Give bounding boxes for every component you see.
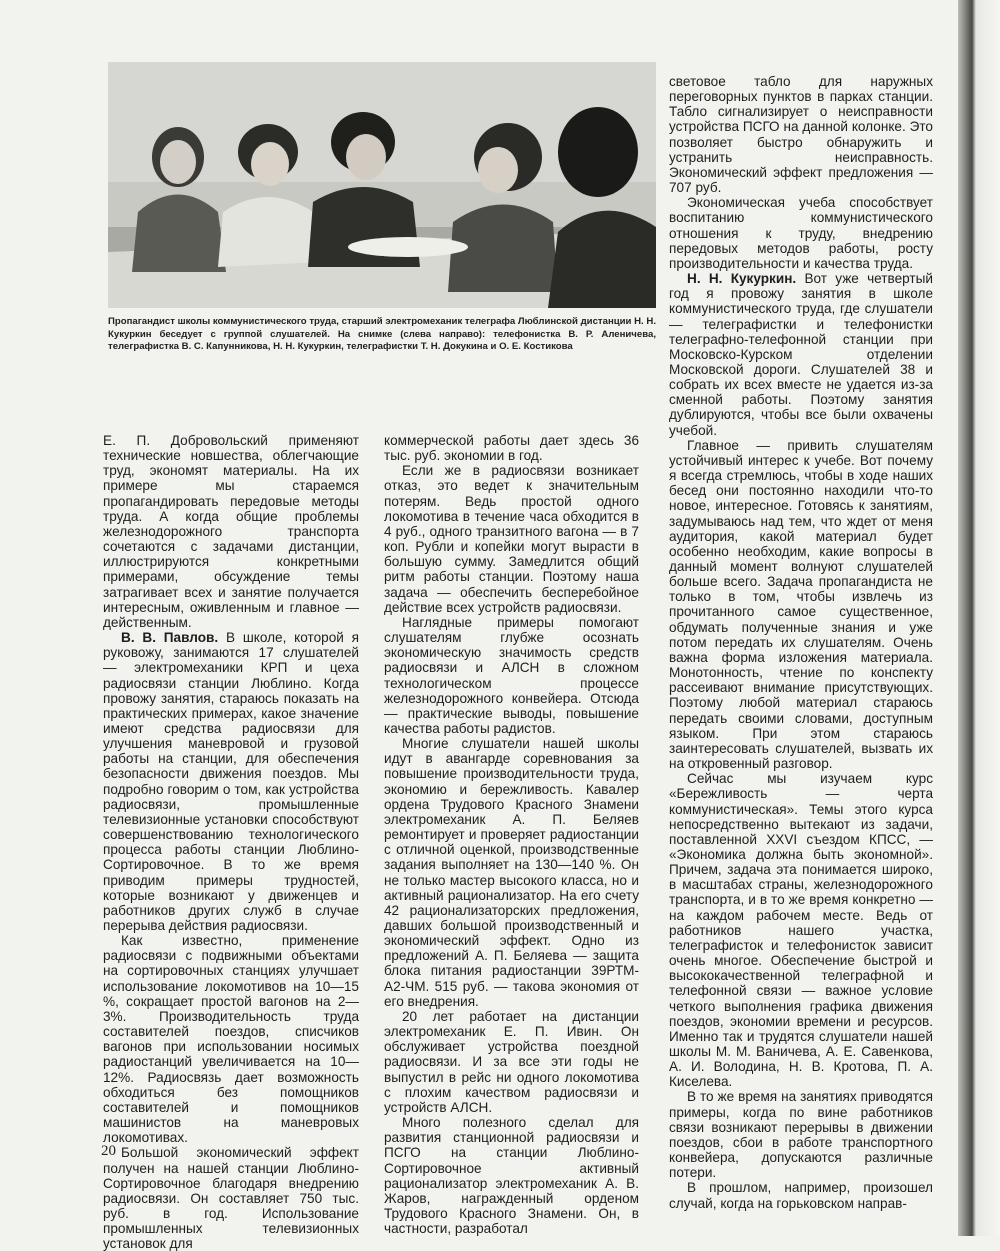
paragraph: Как известно, применение радиосвязи с подвижными объектами на сортировочных станциях улучшает использование локомотивов на 10—15 %, сокращает простой вагонов на 2—3%. Производительность труда составителей поездов, списчиков вагонов при использовании носимых радиостанций увеличивается на 10—12%. Радиосвязь дает возможность обходиться без помощников составителей и помощников машинистов на маневровых локомотивах. xyxy=(103,933,359,1146)
paragraph: В то же время на занятиях приводятся примеры, когда по вине работников связи возникают перерывы в движении поездов, сбои в работе транспортного конвейера, допускаются различные потери. xyxy=(669,1089,933,1181)
paragraph: Много полезного сделал для развития станционной радиосвязи и ПСГО на станции Люблино-Сортировочное активный рационализатор электромеханик А. В. Жаров, награжденный орденом Трудового Красного Знамени. Он, в частности, разработал xyxy=(384,1115,639,1237)
paragraph: Большой экономический эффект получен на нашей станции Люблино-Сортировочное благодаря внедрению радиосвязи. Он составляет 750 тыс. руб. в год. Использование промышленных телевизионных установок для xyxy=(103,1145,359,1251)
paragraph-text: Вот уже четвертый год я провожу занятия в школе коммунистического труда, где слушатели — телеграфистки и телефонистки телеграфно-телефонной станции при Московско-Курском отделении Московской дороги. Слушателей 38 и собрать их всех вместе не удается из-за сменной работы. Поэтому занятия дублируются, чтобы все были охвачены учебой. xyxy=(669,271,933,438)
speaker-name: Н. Н. Кукуркин. xyxy=(687,271,797,287)
paragraph: Если же в радиосвязи возникает отказ, это ведет к значительным потерям. Ведь простой одного локомотива в течение часа обходится в 4 руб., одного транзитного вагона — в 7 коп. Рубли и копейки могут вырасти в большую сумму. Замедлится общий ритм работы станции. Поэтому наша задача — обеспечить бесперебойное действие всех устройств радиосвязи. xyxy=(384,463,639,615)
group-photo xyxy=(108,62,656,308)
paragraph: Сейчас мы изучаем курс «Бережливость — черта коммунистическая». Темы этого курса непосредственно вытекают из задачи, поставленной XXVI съездом КПСС, — «Экономика должна быть экономной». Причем, задача эта понимается широко, в масштабах страны, железнодорожного транспорта, и в то же время конкретно — на каждом рабочем месте. Ведь от работников нашего участка, телеграфисток и телефонисток зависит очень многое. Обеспечение быстрой и высококачественной телеграфной и телефонной связи — важное условие четкого выполнения графика движения поездов, экономии времени и ресурсов. Именно так и трудятся слушатели нашей школы М. М. Ваничева, А. Е. Савенкова, А. И. Володина, Н. В. Кротова, П. А. Киселева. xyxy=(669,771,933,1090)
paragraph: В прошлом, например, произошел случай, когда на горьковском направ- xyxy=(669,1180,933,1211)
paragraph-text: В школе, которой я руковожу, занимаются 17 слушателей — электромеханики КРП и цеха радиосвязи станции Люблино. Когда провожу занятия, стараюсь показать на практических примерах, какое значение имеют средства радиосвязи для улучшения маневровой и грузовой работы на станции, для обеспечения безопасности движения поездов. Мы подробно говорим о том, как устройства радиосвязи, промышленные телевизионные установки способствуют совершенствованию технологического процесса работы станции Люблино-Сортировочное. В то же время приводим примеры трудностей, которые возникают у движенцев и работников других служб в случае перерыва действия радиосвязи. xyxy=(103,630,359,933)
paragraph: Экономическая учеба способствует воспитанию коммунистического отношения к труду, внедрению передовых методов работы, росту производительности и качества труда. xyxy=(669,195,933,271)
paragraph: Главное — привить слушателям устойчивый интерес к учебе. Вот почему я всегда стремлюсь, чтобы в ходе наших бесед они постоянно находили что-то новое, интересное. Готовясь к занятиям, задумываюсь над тем, что ждет от меня аудитория, какой материал будет особенно необходим, какие вопросы в данный момент волнуют слушателей больше всего. Задача пропагандиста не только в том, чтобы извлечь из прочитанного самое существенное, обдумать полученные знания и уже потом передать их слушателям. Очень важна форма изложения материала. Монотонность, чтение по конспекту рассеивают внимание присутствующих. Поэтому любой материал стараюсь передать своими словами, доступным языком. При этом стараюсь заинтересовать слушателей, вызвать их на откровенный разговор. xyxy=(669,437,933,772)
column-1 xyxy=(103,433,359,1251)
page-binding-edge xyxy=(958,0,1000,1236)
paragraph: Е. П. Добровольский применяют технические новшества, облегчающие труд, экономят материалы. На их примере мы стараемся пропагандировать передовые методы труда. А когда общие проблемы железнодорожного транспорта сочетаются с задачами дистанции, иллюстрируются конкретными примерами, обсуждение темы затрагивает всех и занятие получается интересным, оживленным и главное — действенным. xyxy=(103,433,359,630)
paragraph: коммерческой работы дает здесь 36 тыс. руб. экономии в год. xyxy=(384,433,639,464)
column-3 xyxy=(669,74,933,1211)
photo-caption: Пропагандист школы коммунистического труда, старший электромеханик телеграфа Люблинской дистанции Н. Н. Кукуркин беседует с группой слушателей. На снимке (слева направо): телефонистка В. Р. Аленичева, телеграфистка В. С. Капунникова, Н. Н. Кукуркин, телеграфистки Т. Н. Докукина и О. Е. Костикова xyxy=(108,316,656,352)
photo-illustration xyxy=(108,62,656,308)
paragraph: Наглядные примеры помогают слушателям глубже осознать экономическую значимость средств радиосвязи и АЛСН в сложном технологическом процессе железнодорожного конвейера. Отсюда — практические выводы, повышение качества работы радистов. xyxy=(384,614,639,736)
paragraph: световое табло для наружных переговорных пунктов в парках станции. Табло сигнализирует о неисправности устройства ПСГО на данной колонке. Это позволяет быстро обнаружить и устранить неисправность. Экономический эффект предложения — 707 руб. xyxy=(669,74,933,196)
paragraph: Многие слушатели нашей школы идут в авангарде соревнования за повышение производительности труда, экономию и бережливость. Кавалер ордена Трудового Красного Знамени электромеханик А. П. Беляев ремонтирует и проверяет радиостанции с отличной оценкой, производственные задания выполняет на 130—140 %. Он не только мастер высокого класса, но и активный рационализатор. На его счету 42 рационализаторских предложения, давших большой производственный и экономический эффект. Одно из предложений А. П. Беляева — защита блока питания радиостанции 39РТМ-А2-ЧМ. 515 руб. — такова экономия от его внедрения. xyxy=(384,736,639,1009)
paragraph xyxy=(103,630,359,933)
paragraph xyxy=(669,271,933,438)
column-2 xyxy=(384,433,639,1236)
page-number: 20 xyxy=(101,1143,116,1159)
speaker-name: В. В. Павлов. xyxy=(121,630,219,646)
paragraph: 20 лет работает на дистанции электромеханик Е. П. Ивин. Он обслуживает устройства поездной радиосвязи. И за все эти годы не выпустил в рейс ни одного локомотива с плохим качеством радиосвязи и устройств АЛСН. xyxy=(384,1008,639,1115)
